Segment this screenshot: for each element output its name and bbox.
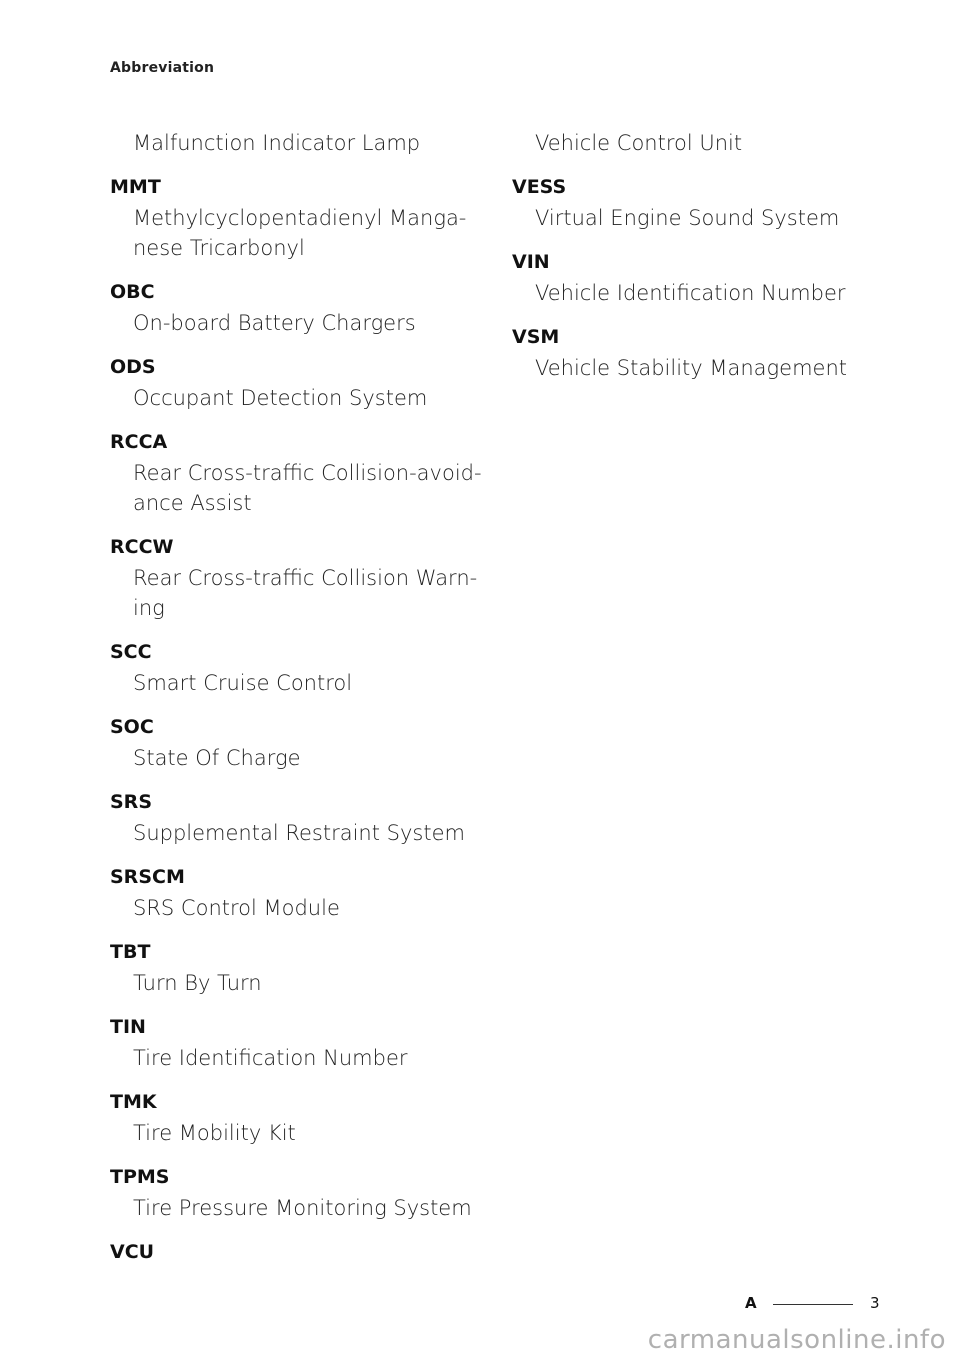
abbreviation-term: OBC [110, 281, 155, 303]
abbreviation-definition: Rear Cross-traffic Collision Warn- ing [133, 566, 478, 620]
abbreviation-term: TBT [110, 941, 151, 963]
abbreviation-term: VSM [512, 326, 560, 348]
abbreviation-column-left [110, 128, 490, 1267]
page-header-title: Abbreviation [110, 60, 215, 76]
abbreviation-definition: SRS Control Module [133, 896, 340, 920]
abbreviation-term: SRS [110, 791, 152, 813]
abbreviation-definition: Rear Cross-traffic Collision-avoid- ance Assist [133, 461, 482, 515]
abbreviation-definition: On-board Battery Chargers [133, 311, 416, 335]
abbreviation-term: RCCA [110, 431, 168, 453]
abbreviation-term: SRSCM [110, 866, 185, 888]
abbreviation-definition: Smart Cruise Control [133, 671, 353, 695]
page-footer [745, 1290, 895, 1320]
abbreviation-definition: State Of Charge [133, 746, 301, 770]
abbreviation-term: VIN [512, 251, 550, 273]
continued-definition: Malfunction Indicator Lamp [133, 131, 421, 155]
abbreviation-definition: Tire Identification Number [133, 1046, 408, 1070]
abbreviation-column-right [512, 128, 892, 383]
abbreviation-term: TPMS [110, 1166, 170, 1188]
watermark-text: carmanualsonline.info [647, 1325, 946, 1355]
abbreviation-definition: Tire Mobility Kit [133, 1121, 296, 1145]
abbreviation-term: SCC [110, 641, 152, 663]
footer-page-number: 3 [870, 1294, 880, 1312]
abbreviation-term: TIN [110, 1016, 146, 1038]
abbreviation-term: MMT [110, 176, 161, 198]
abbreviation-definition: Vehicle Identification Number [535, 281, 846, 305]
abbreviation-term: SOC [110, 716, 154, 738]
abbreviation-term: RCCW [110, 536, 174, 558]
abbreviation-definition: Methylcyclopentadienyl Manga- nese Tricarbonyl [133, 206, 467, 260]
abbreviation-definition: Turn By Turn [133, 971, 262, 995]
abbreviation-definition: Occupant Detection System [133, 386, 428, 410]
abbreviation-definition: Vehicle Stability Management [535, 356, 847, 380]
abbreviation-definition: Virtual Engine Sound System [535, 206, 840, 230]
footer-section-letter: A [745, 1294, 757, 1312]
continued-definition: Vehicle Control Unit [535, 131, 743, 155]
abbreviation-term: TMK [110, 1091, 157, 1113]
abbreviation-term: VESS [512, 176, 567, 198]
abbreviation-definition: Supplemental Restraint System [133, 821, 465, 845]
abbreviation-term: ODS [110, 356, 156, 378]
footer-divider-line [773, 1304, 853, 1305]
abbreviation-definition: Tire Pressure Monitoring System [133, 1196, 472, 1220]
abbreviation-term-trailing: VCU [110, 1241, 155, 1263]
